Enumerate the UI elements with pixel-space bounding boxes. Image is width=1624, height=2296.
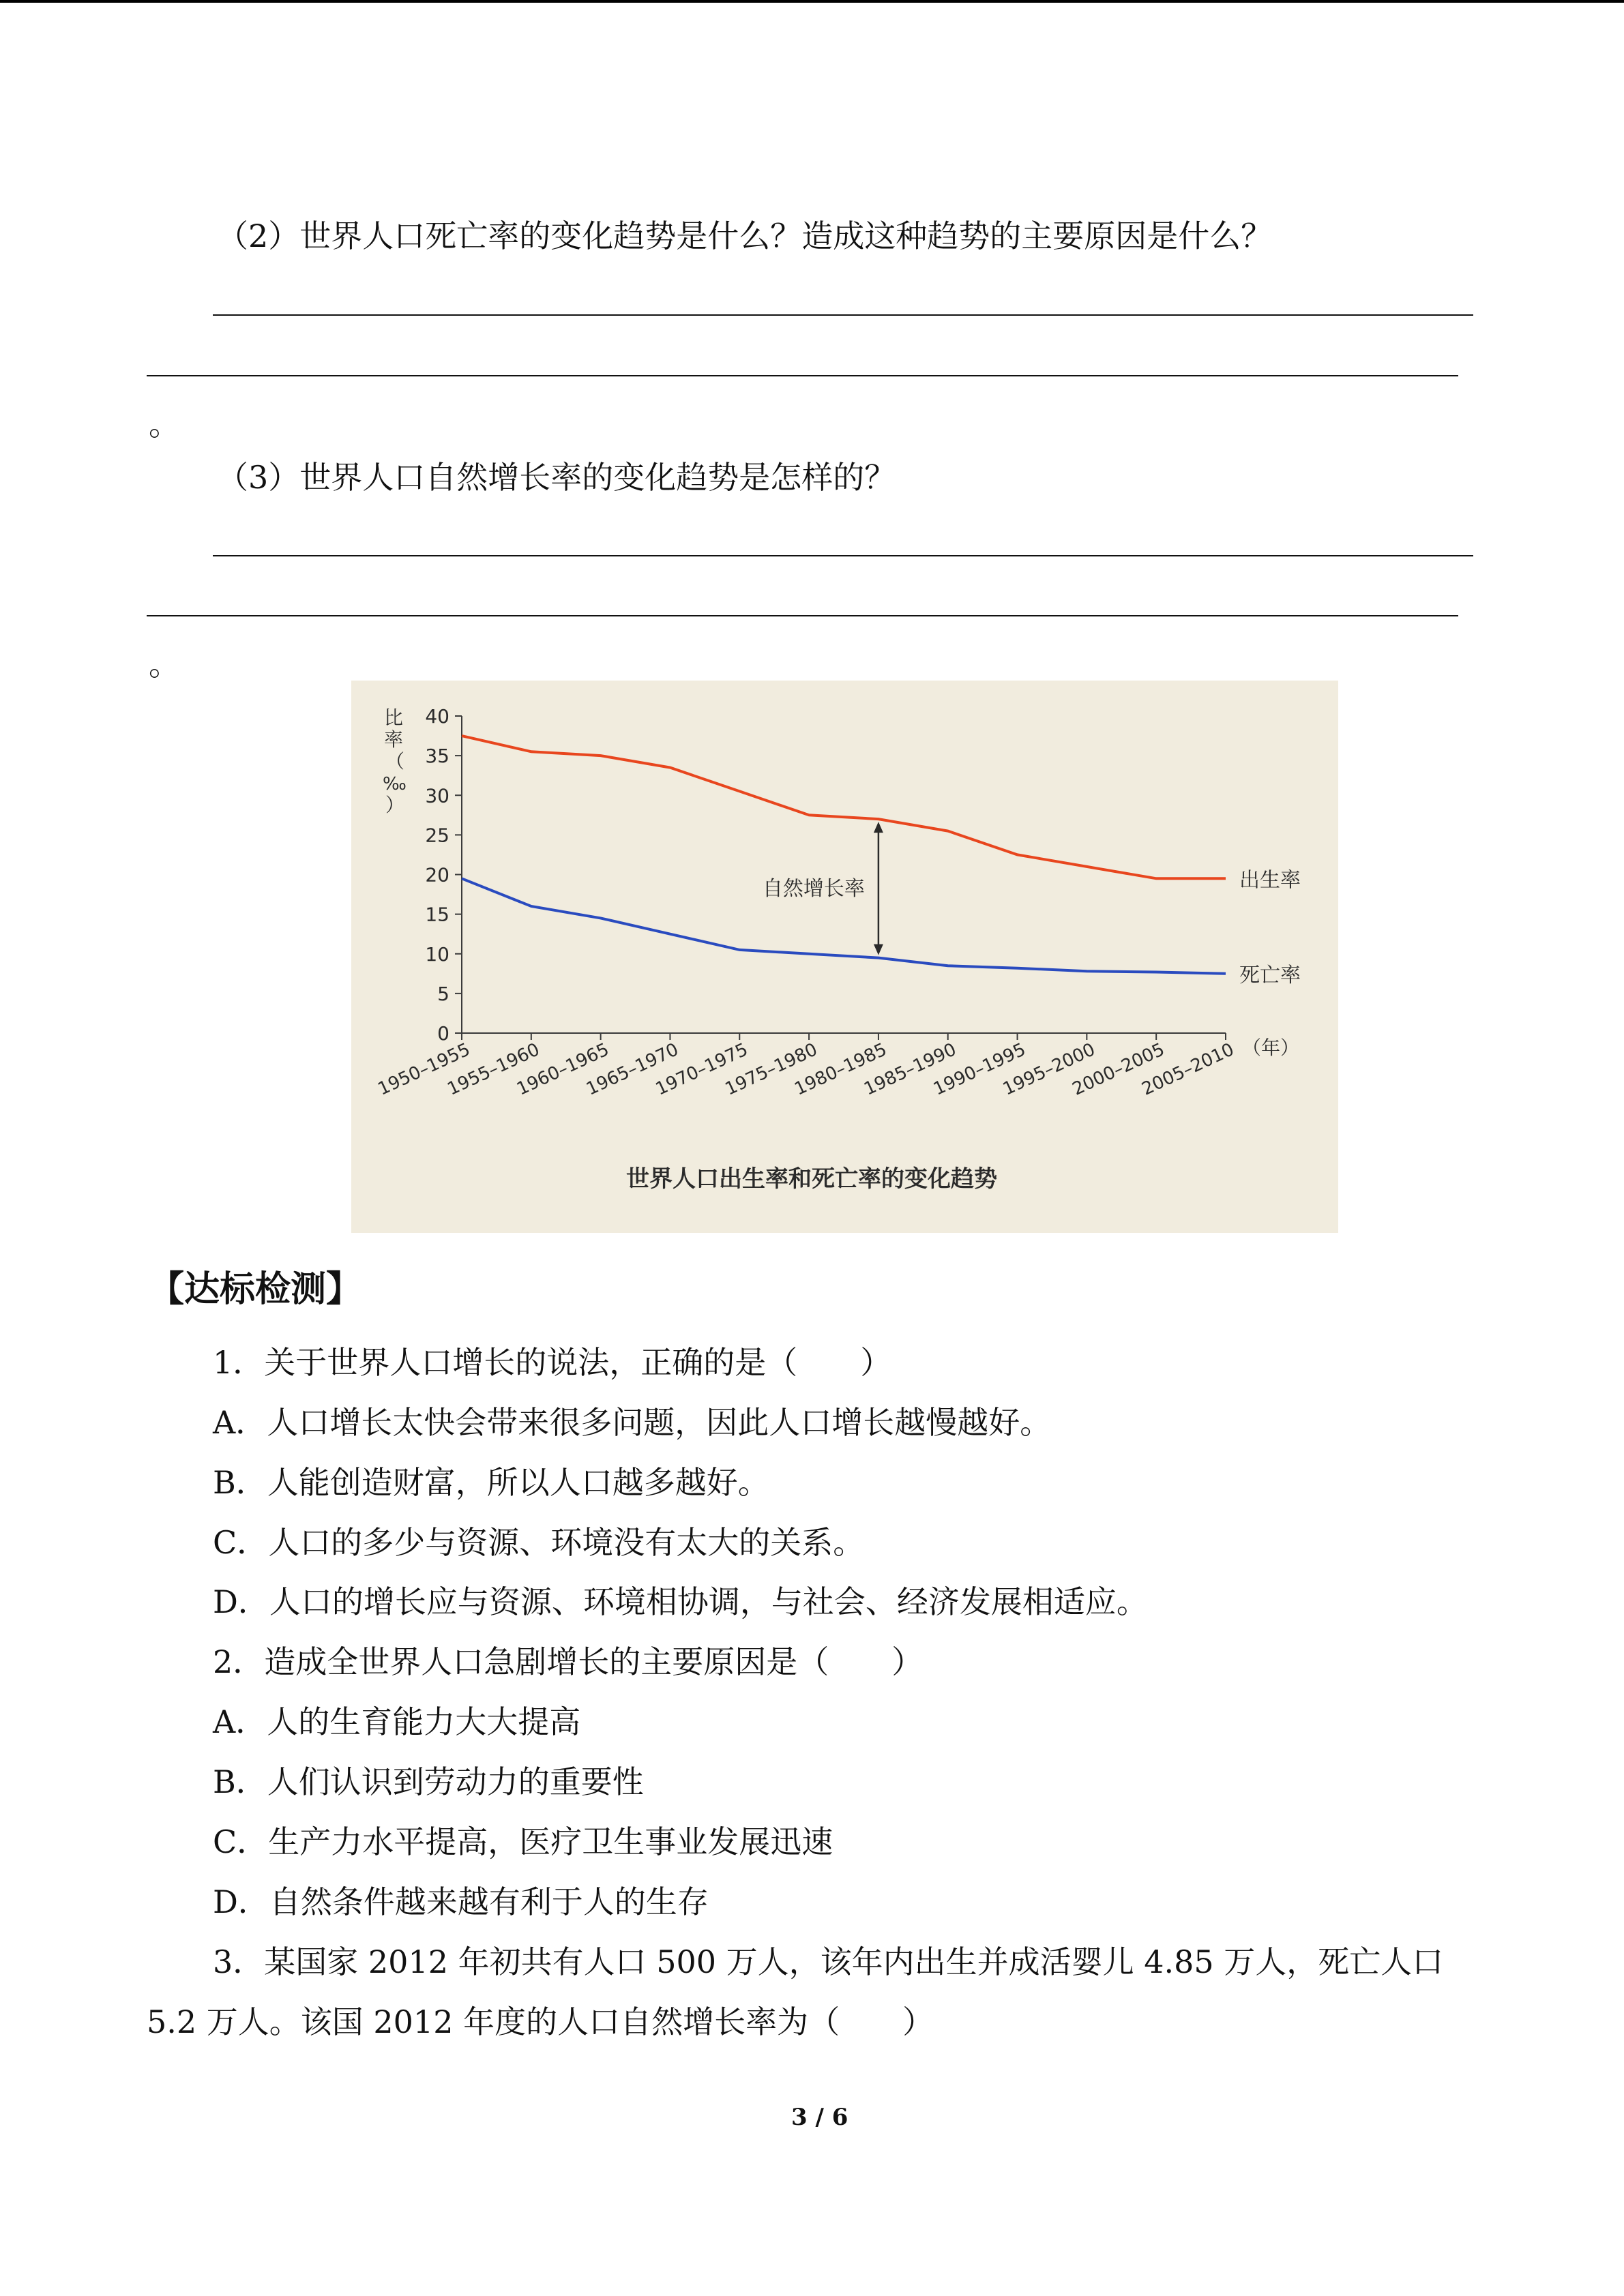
x-tick-label: 1995–2000 (999, 1039, 1099, 1100)
x-tick-label: 2005–2010 (1138, 1039, 1237, 1100)
y-tick-label: 25 (425, 824, 449, 847)
period-mark: 。 (149, 406, 180, 443)
y-axis-label-char: ‰ (383, 774, 407, 794)
option-b: B．人能创造财富，所以人口越多越好。 (213, 1464, 769, 1501)
option-b: B．人们认识到劳动力的重要性 (213, 1763, 644, 1800)
x-tick-label: 1950–1955 (374, 1039, 473, 1100)
period-mark: 。 (149, 646, 180, 683)
test-question-2: 2．造成全世界人口急剧增长的主要原因是（ ） (213, 1643, 924, 1680)
section-title: 【达标检测】 (149, 1269, 362, 1310)
test-question-3-line1: 3．某国家 2012 年初共有人口 500 万人，该年内出生并成活婴儿 4.85 万人，死亡人口 (213, 1943, 1444, 1980)
y-axis-label-char: 比 (384, 706, 404, 729)
death-rate-legend: 死亡率 (1239, 963, 1301, 987)
birth-rate-line (462, 736, 1226, 878)
x-tick-label: 1990–1995 (930, 1039, 1029, 1100)
y-tick-label: 10 (425, 942, 449, 966)
birth-rate-legend: 出生率 (1239, 868, 1301, 893)
y-tick-label: 15 (425, 903, 449, 926)
y-axis-label-char: ） (385, 794, 405, 816)
answer-line (213, 555, 1473, 556)
y-tick-label: 20 (425, 863, 449, 886)
chart-svg (351, 681, 1338, 1233)
option-a: A．人口增长太快会带来很多问题，因此人口增长越慢越好。 (213, 1404, 1052, 1441)
y-tick-label: 5 (437, 982, 449, 1005)
answer-line (213, 314, 1473, 316)
arrow-head-top (874, 822, 883, 833)
x-tick-label: 1975–1980 (722, 1039, 821, 1100)
answer-line (147, 615, 1458, 616)
x-tick-label: 1985–1990 (861, 1039, 960, 1100)
x-tick-label: 1955–1960 (444, 1039, 543, 1100)
y-tick-label: 35 (425, 745, 449, 768)
x-axis-label: （年） (1242, 1037, 1300, 1059)
chart-title: 世界人口出生率和死亡率的变化趋势 (626, 1165, 997, 1193)
test-question-1: 1．关于世界人口增长的说法，正确的是（ ） (213, 1344, 892, 1381)
answer-line (147, 375, 1458, 376)
page-top-border (0, 0, 1624, 3)
option-d: D．自然条件越来越有利于人的生存 (213, 1883, 709, 1920)
y-axis-label-char: （ (385, 750, 405, 773)
x-tick-label: 1970–1975 (652, 1039, 752, 1100)
population-rate-chart (351, 681, 1338, 1233)
y-tick-label: 40 (425, 705, 449, 728)
test-question-3-line2: 5.2 万人。该国 2012 年度的人口自然增长率为（ ） (147, 2003, 934, 2040)
option-c: C．生产力水平提高，医疗卫生事业发展迅速 (213, 1823, 833, 1860)
question-3-text: （3）世界人口自然增长率的变化趋势是怎样的？ (217, 459, 896, 496)
x-tick-label: 1965–1970 (583, 1039, 682, 1100)
y-tick-label: 0 (437, 1022, 449, 1045)
y-axis-label-char: 率 (384, 728, 404, 751)
option-a: A．人的生育能力大大提高 (213, 1703, 581, 1740)
question-2-text: （2）世界人口死亡率的变化趋势是什么？造成这种趋势的主要原因是什么？ (217, 218, 1273, 254)
natural-growth-label: 自然增长率 (762, 876, 865, 901)
y-tick-label: 30 (425, 784, 449, 807)
arrow-head-bottom (874, 944, 883, 955)
option-d: D．人口的增长应与资源、环境相协调，与社会、经济发展相适应。 (213, 1583, 1148, 1620)
option-c: C．人口的多少与资源、环境没有太大的关系。 (213, 1524, 865, 1561)
page-number: 3 / 6 (791, 2104, 848, 2131)
x-tick-label: 1980–1985 (791, 1039, 890, 1100)
x-tick-label: 1960–1965 (514, 1039, 612, 1100)
x-tick-label: 2000–2005 (1069, 1039, 1168, 1100)
